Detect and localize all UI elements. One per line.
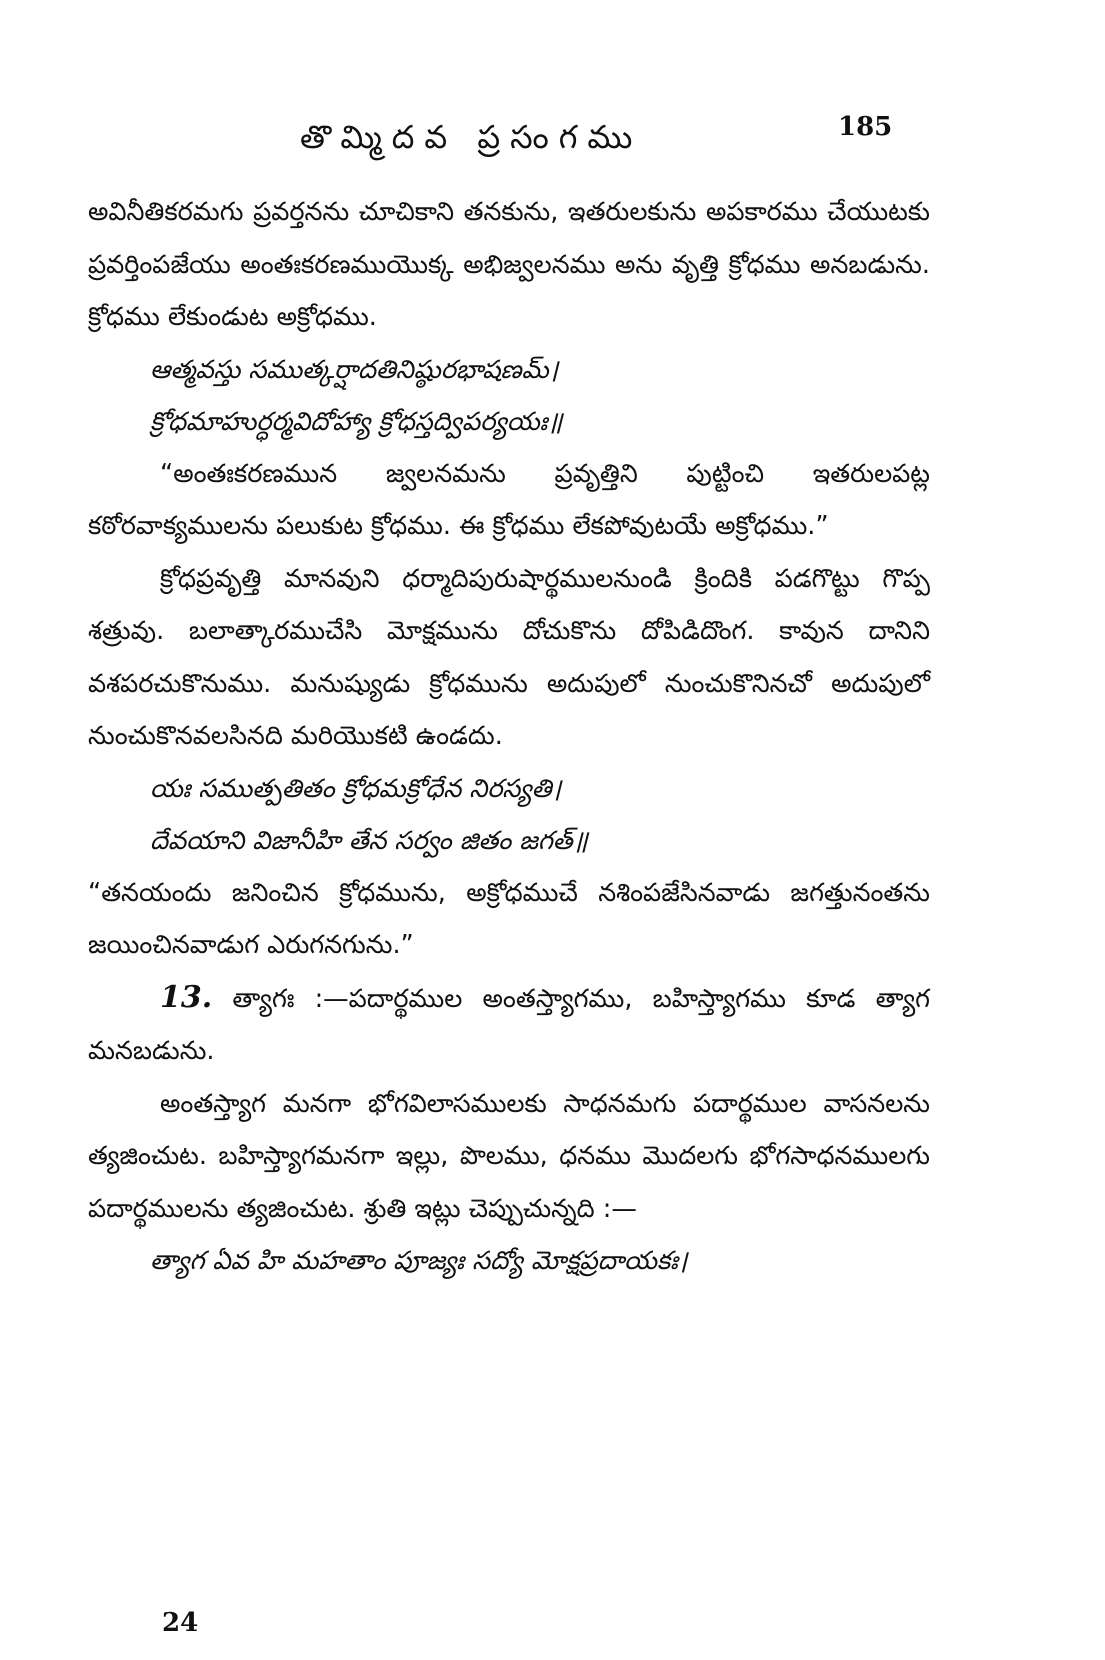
sloka-2-line-1: యః సముత్పతితం క్రోధమక్రోధేన నిరస్యతి।: [150, 773, 562, 804]
paragraph-krodha-enemy: క్రోధప్రవృత్తి మానవుని ధర్మాదిపురుషార్థములనుండి క్రిందికి పడగొట్టు గొప్ప శత్రువు. బలాత్కారముచేసి మోక్షమును దోచుకొను దోపిడిదొంగ. కావున దానిని వశపరచుకొనుము. మనుష్యుడు క్రోధమును అదుపులో నుంచుకొనినచో అదుపులో నుంచుకొనవలసినది మరియొకటి ఉండదు.: [88, 563, 930, 751]
paragraph-sloka-1-meaning: “అంతఃకరణమున జ్వలనమను ప్రవృత్తిని పుట్టించి ఇతరులపట్ల కఠోరవాక్యములను పలుకుట క్రోధము. ఈ క్రోధము లేకపోవుటయే అక్రోధము.”: [88, 458, 930, 541]
paragraph-sloka-2-meaning: “తనయందు జనించిన క్రోధమును, అక్రోధముచే నశింపజేసినవాడు జగత్తునంతను జయించినవాడుగ ఎరుగనగును.”: [88, 877, 930, 960]
page-number: 185: [838, 112, 893, 142]
item-number: 13.: [160, 979, 213, 1015]
sloka-2: [88, 763, 930, 867]
page-header: [0, 112, 1105, 162]
sloka-1-line-2: క్రోధమాహుర్ధర్మవిదోహ్యా క్రోధస్తద్విపర్యయః॥: [150, 406, 563, 437]
signature-mark: 24: [162, 1608, 199, 1638]
sloka-2-line-2: దేవయాని విజానీహి తేన సర్వం జితం జగత్॥: [150, 825, 588, 856]
running-title: తొమ్మిదవ ప్రసంగము: [300, 118, 643, 156]
paragraph-tyaga-explanation: అంతస్త్యాగ మనగా భోగవిలాసములకు సాధనమగు పదార్థముల వాసనలను త్యజించుట. బహిస్త్యాగమనగా ఇల్లు, పొలము, ధనము మొదలగు భోగసాధనములగు పదార్థములను త్యజించుట. శ్రుతి ఇట్లు చెప్పుచున్నది :—: [88, 1088, 930, 1224]
sloka-1: [88, 344, 930, 448]
sloka-3: [88, 1235, 930, 1287]
sloka-1-line-1: ఆత్మవస్తు సముత్కర్షాదతినిష్ఠురభాషణమ్।: [150, 354, 559, 385]
paragraph-tyaga-heading: [88, 972, 930, 1078]
sloka-3-line-1: త్యాగ ఏవ హి మహతాం పూజ్యః సద్యో మోక్షప్రదాయకః।: [150, 1246, 688, 1276]
tyaga-definition: త్యాగః :—పదార్థముల అంతస్త్యాగము, బహిస్త్యాగము కూడ త్యాగ మనబడును.: [88, 983, 930, 1066]
paragraph-akrodha-definition: అవినీతికరమగు ప్రవర్తనను చూచికాని తనకును, ఇతరులకును అపకారము చేయుటకు ప్రవర్తింపజేయు అంతఃకరణముయొక్క అభిజ్వలనము అను వృత్తి క్రోధము అనబడును. క్రోధము లేకుండుట అక్రోధము.: [88, 197, 930, 332]
page-body: [88, 186, 930, 1287]
